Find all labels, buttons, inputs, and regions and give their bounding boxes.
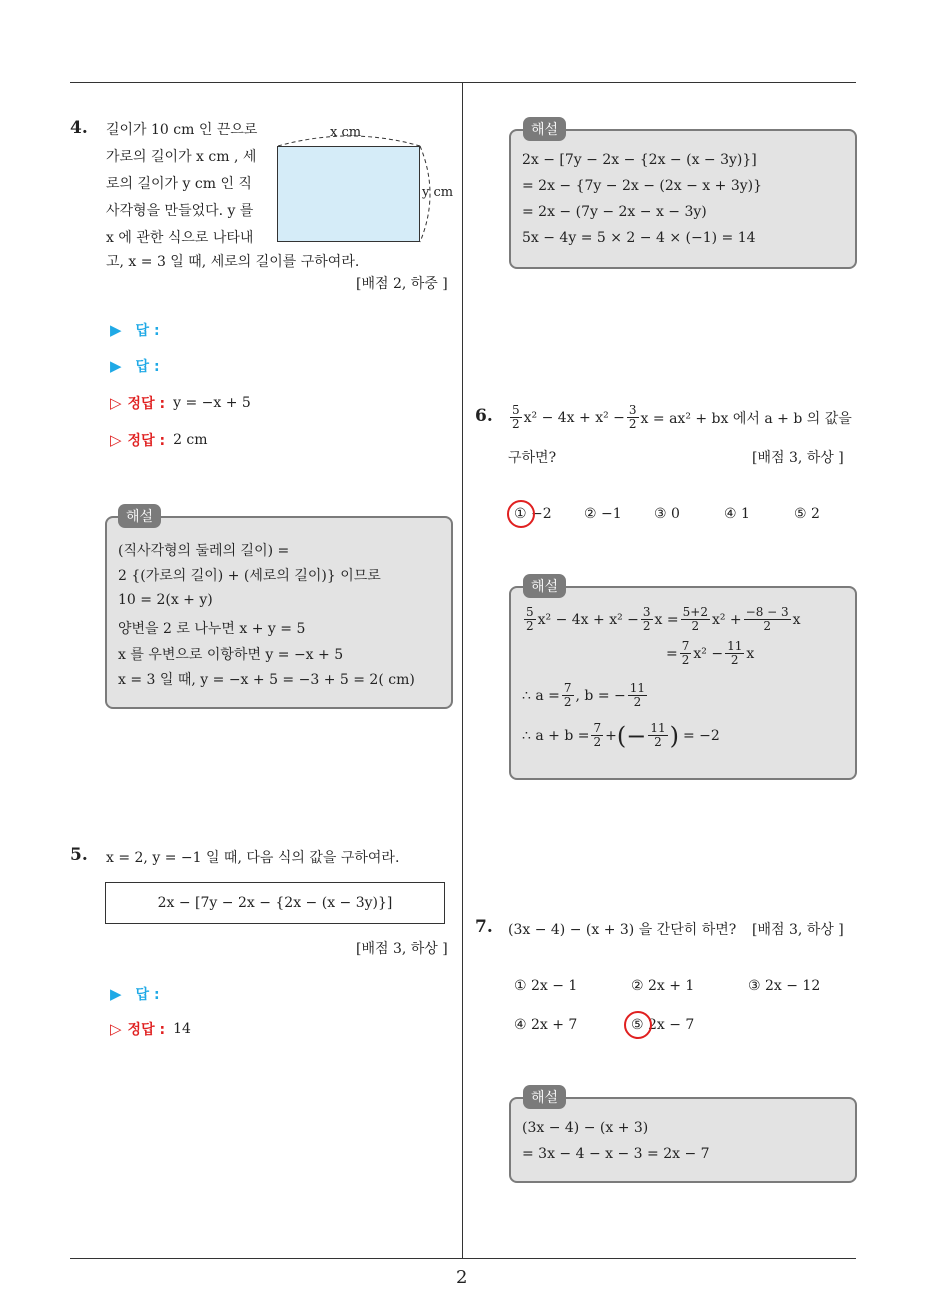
solution-text: + [605, 727, 617, 744]
q6-choice-4[interactable]: ④ 1 [724, 506, 750, 522]
q5-solution-line-2: = 2x − {7y − 2x − (2x − x + 3y)} [522, 178, 763, 194]
fraction: $\frac{7}{2}$ [593, 721, 602, 749]
q5-solution-line-3: = 2x − (7y − 2x − x − 3y) [522, 204, 707, 220]
q6-question-line-1 [508, 404, 852, 431]
q4-solution-line-6: x = 3 일 때, y = −x + 5 = −3 + 5 = 2( cm) [118, 672, 415, 688]
q4-solution-line-1: (직사각형의 둘레의 길이) = [118, 543, 290, 559]
q4-figure-right-label: y cm [422, 185, 454, 200]
q4-solution-line-3: 10 = 2(x + y) [118, 592, 213, 608]
q7-question: (3x − 4) − (x + 3) 을 간단히 하면? [508, 922, 737, 938]
fraction: $\frac{7}{2}$ [681, 639, 690, 667]
q4-correct-row-1 [110, 393, 251, 413]
q4-text-line-6: 고, x = 3 일 때, 세로의 길이를 구하여라. [106, 254, 360, 270]
correct-label: 정답 : [127, 396, 166, 412]
fraction: $\frac{3}{2}$ [642, 605, 651, 633]
q4-text-line-2: 가로의 길이가 x cm , 세 [106, 149, 257, 165]
fraction: $\frac{11}{2}$ [727, 639, 743, 667]
solution-text: x [746, 645, 755, 662]
q4-score: [배점 2, 하중 ] [356, 276, 448, 292]
q7-solution-box [509, 1097, 857, 1183]
fraction: $\frac{5+2}{2}$ [682, 605, 708, 633]
q7-number: 7. [475, 917, 493, 937]
q7-solution-tag: 해설 [523, 1085, 566, 1109]
solution-text: = [666, 645, 678, 662]
q6-solution-line-2 [666, 640, 754, 667]
q4-answer-row-2 [110, 356, 160, 376]
q7-choice-1[interactable]: ① 2x − 1 [514, 978, 578, 994]
q5-solution-line-4: 5x − 4y = 5 × 2 − 4 × (−1) = 14 [522, 230, 756, 246]
q5-expression: 2x − [7y − 2x − {2x − (x − 3y)}] [157, 895, 393, 911]
q6-choice-2[interactable]: ② −1 [584, 506, 622, 522]
q5-number: 5. [70, 845, 88, 865]
q7-choice-3[interactable]: ③ 2x − 12 [748, 978, 821, 994]
q4-text-line-1: 길이가 10 cm 인 끈으로 [106, 122, 258, 138]
q6-choice-5[interactable]: ⑤ 2 [794, 506, 820, 522]
play-triangle-icon: ▶ [110, 321, 122, 339]
q7-score: [배점 3, 하상 ] [752, 922, 844, 938]
q6-score: [배점 3, 하상 ] [752, 450, 844, 466]
q6-question-part-1: x² − 4x + x² − [523, 409, 625, 426]
bottom-rule [70, 1258, 856, 1259]
answer-label: 답 : [135, 987, 160, 1003]
q4-answer-row-1 [110, 320, 160, 340]
q6-solution-line-3 [522, 682, 649, 709]
fraction: $\frac{5}{2}$ [526, 605, 534, 633]
q6-fraction-3-2: $\frac{3}{2}$ [628, 403, 637, 431]
q6-choice-3[interactable]: ③ 0 [654, 506, 680, 522]
q4-correct-row-2 [110, 430, 208, 450]
q6-solution-line-1 [522, 606, 801, 633]
q5-question: x = 2, y = −1 일 때, 다음 식의 값을 구하여라. [106, 850, 400, 866]
q4-text-line-5: x 에 관한 식으로 나타내 [106, 230, 254, 246]
solution-text: x [792, 611, 801, 628]
q6-solution-line-4 [522, 722, 720, 749]
q4-solution-line-2: 2 {(가로의 길이) + (세로의 길이)} 이므로 [118, 568, 381, 584]
q6-choice-1[interactable]: ① −2 [514, 506, 552, 522]
play-triangle-icon: ▶ [110, 357, 122, 375]
correct-label: 정답 : [127, 433, 166, 449]
q4-correct-answer-2: 2 cm [173, 432, 208, 448]
fraction: $\frac{-8 - 3}{2}$ [745, 605, 789, 633]
solution-text: ) [669, 721, 679, 750]
q6-fraction-5-2: $\frac{5}{2}$ [512, 403, 520, 431]
q5-expression-box [105, 882, 445, 924]
page-number: 2 [456, 1267, 468, 1288]
q5-solution-tag: 해설 [523, 117, 566, 141]
q5-solution-box [509, 129, 857, 269]
solution-text: ∴ a = [522, 687, 560, 704]
q7-choice-2[interactable]: ② 2x + 1 [631, 978, 695, 994]
q4-solution-tag: 해설 [118, 504, 161, 528]
solution-text: , b = − [575, 687, 626, 704]
q5-answer-row [110, 984, 160, 1004]
solution-text: x² − [693, 645, 724, 662]
answer-label: 답 : [135, 359, 160, 375]
play-triangle-icon: ▶ [110, 985, 122, 1003]
open-triangle-icon: ▷ [110, 431, 122, 449]
q6-question-line-2: 구하면? [508, 450, 557, 466]
q4-text-line-3: 로의 길이가 y cm 인 직 [106, 176, 252, 192]
q7-selected-answer-mark [624, 1011, 652, 1039]
top-rule [70, 82, 856, 83]
column-divider [462, 82, 463, 1258]
q7-choice-4[interactable]: ④ 2x + 7 [514, 1017, 578, 1033]
fraction: $\frac{7}{2}$ [563, 681, 572, 709]
q4-figure-top-label: x cm [330, 125, 362, 140]
q7-solution-line-1: (3x − 4) − (x + 3) [522, 1120, 649, 1136]
q5-score: [배점 3, 하상 ] [356, 941, 448, 957]
q4-text-line-4: 사각형을 만들었다. y 를 [106, 203, 254, 219]
q4-number: 4. [70, 118, 88, 138]
q6-selected-answer-mark [507, 500, 535, 528]
fraction: $\frac{11}{2}$ [629, 681, 646, 709]
q4-solution-line-5: x 를 우변으로 이항하면 y = −x + 5 [118, 647, 344, 663]
q5-correct-row [110, 1019, 191, 1039]
q6-question-part-2: x = ax² + bx 에서 a + b 의 값을 [640, 410, 852, 427]
q5-solution-line-1: 2x − [7y − 2x − {2x − (x − 3y)}] [522, 152, 757, 168]
q4-solution-line-4: 양변을 2 로 나누면 x + y = 5 [118, 621, 306, 637]
fraction: $\frac{11}{2}$ [650, 721, 666, 749]
q4-rectangle [277, 146, 420, 242]
q6-solution-tag: 해설 [523, 574, 566, 598]
solution-text: x² + [711, 611, 742, 628]
solution-text: x² − 4x + x² − [537, 611, 639, 628]
solution-text: (− [616, 721, 647, 750]
q7-choice-5[interactable]: ⑤ 2x − 7 [631, 1017, 695, 1033]
answer-label: 답 : [135, 323, 160, 339]
open-triangle-icon: ▷ [110, 394, 122, 412]
q7-solution-line-2: = 3x − 4 − x − 3 = 2x − 7 [522, 1146, 710, 1162]
q6-number: 6. [475, 406, 493, 426]
q5-correct-answer: 14 [173, 1021, 191, 1037]
open-triangle-icon: ▷ [110, 1020, 122, 1038]
solution-text: = −2 [683, 727, 720, 744]
correct-label: 정답 : [127, 1022, 166, 1038]
solution-text: ∴ a + b = [522, 727, 590, 744]
q4-correct-answer-1: y = −x + 5 [173, 395, 251, 411]
solution-text: x = [654, 611, 679, 628]
